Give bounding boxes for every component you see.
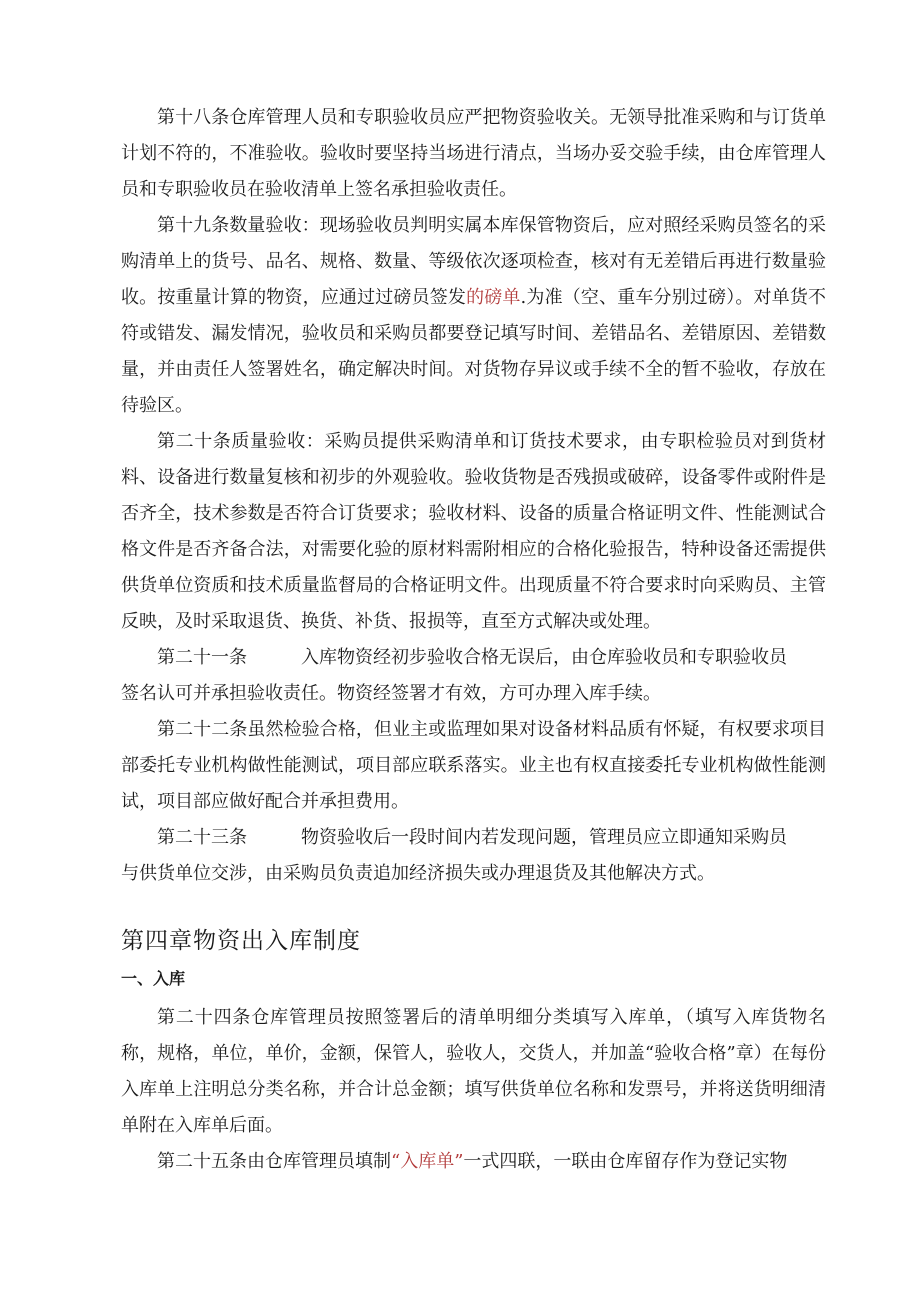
article-23-line1: 物资验收后一段时间内若发现问题，管理员应立即通知采购员 [301,827,787,848]
article-25-text-b: 一式四联，一联由仓库留存作为登记实物 [463,1151,788,1172]
article-20: 第二十条质量验收：采购员提供采购清单和订货技术要求，由专职检验员对到货材料、设备进行数量复核和初步的外观验收。验收货物是否残损或破碎，设备零件或附件是否齐全，技术参数是否符合订货要求；验收材料、设备的质量合格证明文件、性能测试合格文件是否齐备合法，对需要化验的原材料需附相应的合格化验报告，特种设备还需提供供货单位资质和技术质量监督局的合格证明文件。出现质量不符合要求时向采购员、主管反映，及时采取退货、换货、补货、报损等，直至方式解决或处理。 [121,431,826,632]
article-25-text-a: 第二十五条由仓库管理员填制 [157,1151,391,1172]
article-21-cont: 签名认可并承担验收责任。物资经签署才有效，方可办理入库手续。 [121,683,661,704]
weigh-ticket-highlight: 的磅单 [466,287,521,308]
document-page [121,100,826,1180]
article-23 [121,820,826,856]
article-22: 第二十二条虽然检验合格，但业主或监理如果对设备材料品质有怀疑，有权要求项目部委托专业机构做性能测试，项目部应联系落实。业主也有权直接委托专业机构做性能测试，项目部应做好配合并承担费用。 [121,719,826,812]
receipt-form-highlight: “入库单” [391,1151,464,1172]
article-24: 第二十四条仓库管理员按照签署后的清单明细分类填写入库单，（填写入库货物名称，规格，单位，单价，金额，保管人，验收人，交货人，并加盖“验收合格”章）在每份入库单上注明总分类名称，并合计总金额；填写供货单位名称和发票号，并将送货明细清单附在入库单后面。 [121,1007,826,1136]
article-19-text-b: .为准（空、重车分别过磅）。对单货不符或错发、漏发情况，验收员和采购员都要登记填写时间、差错品名、差错原因、差错数量，并由责任人签署姓名，确定解决时间。对货物存异议或手续不全的暂不验收，存放在待验区。 [121,287,826,416]
article-23-cont: 与供货单位交涉，由采购员负责追加经济损失或办理退货及其他解决方式。 [121,863,715,884]
article-23-label: 第二十三条 [157,827,247,848]
article-25 [121,1144,826,1180]
article-21 [121,640,826,676]
section-1-title: 一、入库 [121,969,186,988]
article-21-line1: 入库物资经初步验收合格无误后，由仓库验收员和专职验收员 [301,647,787,668]
chapter-4-title: 第四章物资出入库制度 [121,928,361,954]
article-18: 第十八条仓库管理人员和专职验收员应严把物资验收关。无领导批准采购和与订货单计划不符的，不准验收。验收时要坚持当场进行清点，当场办妥交验手续，由仓库管理人员和专职验收员在验收清单上签名承担验收责任。 [121,107,826,200]
article-21-label: 第二十一条 [157,647,247,668]
article-19 [121,208,826,424]
article-19-text-a: 第十九条数量验收：现场验收员判明实属本库保管物资后，应对照经采购员签名的采购清单上的货号、品名、规格、数量、等级依次逐项检查，核对有无差错后再进行数量验收。按重量计算的物资，应通过过磅员签发 [121,215,826,308]
